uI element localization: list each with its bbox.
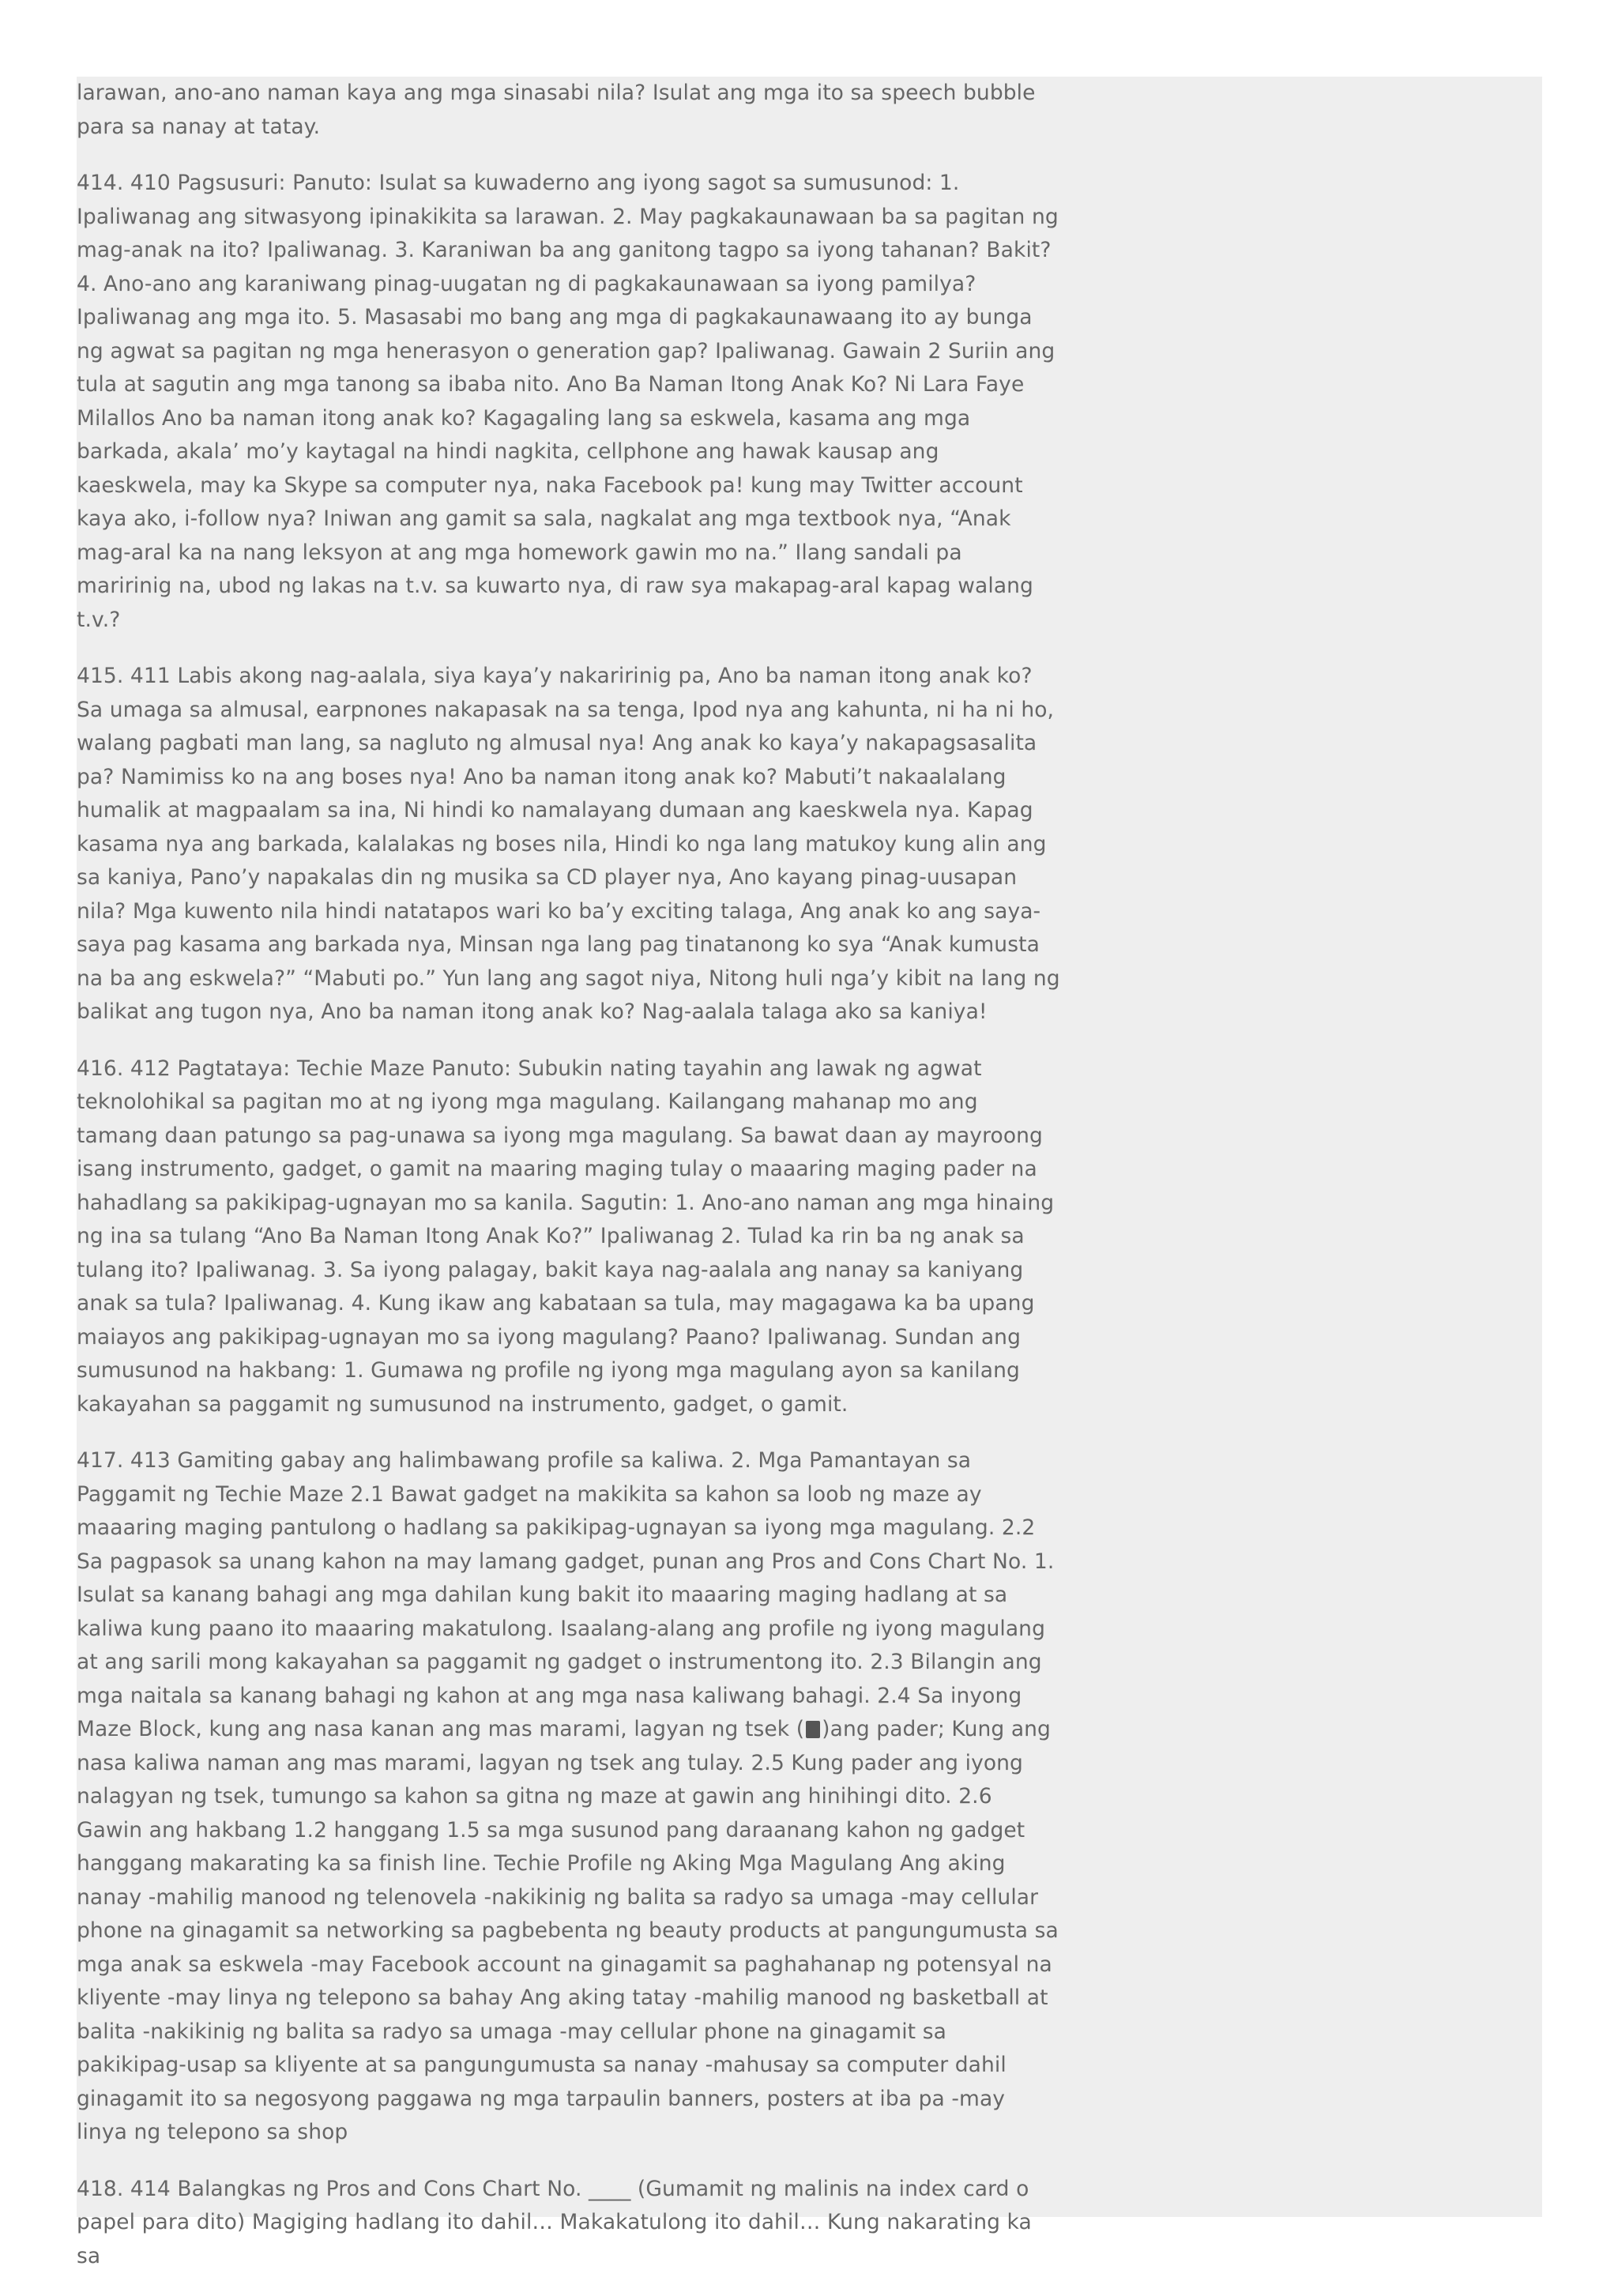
- paragraph-417-text-before-icon: 417. 413 Gamiting gabay ang halimbawang profile sa kaliwa. 2. Mga Pamantayan sa Paggamit ng Techie Maze 2.1 Bawat gadget na makikita sa kahon sa loob ng maze ay maaaring maging pantulong o hadlang sa pakikipag-ugnayan sa iyong mga magulang. 2.2 Sa pagpasok sa unang kahon na may lamang gadget, punan ang Pros and Cons Chart No. 1. Isulat sa kanang bahagi ang mga dahilan kung bakit ito maaaring maging hadlang at sa kaliwa kung paano ito maaaring makatulong. Isaalang-alang ang profile ng iyong magulang at ang sarili mong kakayahan sa paggamit ng gadget o instrumentong ito. 2.3 Bilangin ang mga naitala sa kanang bahagi ng kahon at ang mga nasa kaliwang bahagi. 2.4 Sa inyong Maze Block, kung ang nasa kanan ang mas marami, lagyan ng tsek (: [77, 1448, 1055, 1741]
- paragraph-415-poem-continuation: 415. 411 Labis akong nag-aalala, siya kaya’y nakaririnig pa, Ano ba naman itong anak ko? Sa umaga sa almusal, earpnones nakapasak na sa tenga, Ipod nya ang kahunta, ni ha ni ho, walang pagbati man lang, sa nagluto ng almusal nya! Ang anak ko kaya’y nakapagsasalita pa? Namimiss ko na ang boses nya! Ano ba naman itong anak ko? Mabuti’t nakaalalang humalik at magpaalam sa ina, Ni hindi ko namalayang dumaan ang kaeskwela nya. Kapag kasama nya ang barkada, kalalakas ng boses nila, Hindi ko nga lang matukoy kung alin ang sa kaniya, Pano’y napakalas din ng musika sa CD player nya, Ano kayang pinag-uusapan nila? Mga kuwento nila hindi natatapos wari ko ba’y exciting talaga, Ang anak ko ang saya-saya pag kasama ang barkada nya, Minsan nga lang pag tinatanong ko sya “Anak kumusta na ba ang eskwela?” “Mabuti po.” Yun lang ang sagot niya, Nitong huli nga’y kibit na lang ng balikat ang tugon nya, Ano ba naman itong anak ko? Nag-aalala talaga ako sa kaniya!: [77, 664, 1060, 1024]
- paragraph-414-pagsusuri: 414. 410 Pagsusuri: Panuto: Isulat sa kuwaderno ang iyong sagot sa sumusunod: 1. Ipaliwanag ang sitwasyong ipinakikita sa larawan. 2. May pagkakaunawaan ba sa pagitan ng mag-anak na ito? Ipaliwanag. 3. Karaniwan ba ang ganitong tagpo sa iyong tahanan? Bakit? 4. Ano-ano ang karaniwang pinag-uugatan ng di pagkakaunawaan sa iyong pamilya? Ipaliwanag ang mga ito. 5. Masasabi mo bang ang mga di pagkakaunawaang ito ay bunga ng agwat sa pagitan ng mga henerasyon o generation gap? Ipaliwanag. Gawain 2 Suriin ang tula at sagutin ang mga tanong sa ibaba nito. Ano Ba Naman Itong Anak Ko? Ni Lara Faye Milallos Ano ba naman itong anak ko? Kagagaling lang sa eskwela, kasama ang mga barkada, akala’ mo’y kaytagal na hindi nagkita, cellphone ang hawak kausap ang kaeskwela, may ka Skype sa computer nya, naka Facebook pa! kung may Twitter account kaya ako, i-follow nya? Iniwan ang gamit sa sala, nagkalat ang mga textbook nya, “Anak mag-aral ka na nang leksyon at ang mga homework gawin mo na.” Ilang sandali pa maririnig na, ubod ng lakas na t.v. sa kuwarto nya, di raw sya makapag-aral kapag walang t.v.?: [77, 171, 1059, 632]
- document-text-column: [77, 77, 1060, 2296]
- checkmark-glyph-icon: [806, 1721, 820, 1738]
- paragraph-418-pros-cons-chart: 418. 414 Balangkas ng Pros and Cons Chart No. ____ (Gumamit ng malinis na index card o papel para dito) Magiging hadlang ito dahil… Makakatulong ito dahil… Kung nakarating ka sa: [77, 2176, 1032, 2268]
- paragraph-417-techie-maze-rules: [77, 1444, 1060, 2150]
- paragraph-intro-continuation: larawan, ano-ano naman kaya ang mga sinasabi nila? Isulat ang mga ito sa speech bubble para sa nanay at tatay.: [77, 81, 1036, 139]
- paragraph-417-text-after-icon: )ang pader; Kung ang nasa kaliwa naman ang mas marami, lagyan ng tsek ang tulay. 2.5 Kung pader ang iyong nalagyan ng tsek, tumungo sa kahon sa gitna ng maze at gawin ang hinihingi dito. 2.6 Gawin ang hakbang 1.2 hanggang 1.5 sa mga susunod pang daraanang kahon ng gadget hanggang makarating ka sa finish line. Techie Profile ng Aking Mga Magulang Ang aking nanay -mahilig manood ng telenovela -nakikinig ng balita sa radyo sa umaga -may cellular phone na ginagamit sa networking sa pagbebenta ng beauty products at pangungumusta sa mga anak sa eskwela -may Facebook account na ginagamit sa paghahanap ng potensyal na kliyente -may linya ng telepono sa bahay Ang aking tatay -mahilig manood ng basketball at balita -nakikinig ng balita sa radyo sa umaga -may cellular phone na ginagamit sa pakikipag-usap sa kliyente at sa pangungumusta sa nanay -mahusay sa computer dahil ginagamit ito sa negosyong paggawa ng mga tarpaulin banners, posters at iba pa -may linya ng telepono sa shop: [77, 1717, 1059, 2144]
- document-page-panel: [77, 77, 1542, 2268]
- paragraph-416-pagtataya: 416. 412 Pagtataya: Techie Maze Panuto: Subukin nating tayahin ang lawak ng agwat teknolohikal sa pagitan mo at ng iyong mga magulang. Kailangang mahanap mo ang tamang daan patungo sa pag-unawa sa iyong mga magulang. Sa bawat daan ay mayroong isang instrumento, gadget, o gamit na maaring maging tulay o maaaring maging pader na hahadlang sa pakikipag-ugnayan mo sa kanila. Sagutin: 1. Ano-ano naman ang mga hinaing ng ina sa tulang “Ano Ba Naman Itong Anak Ko?” Ipaliwanag 2. Tulad ka rin ba ng anak sa tulang ito? Ipaliwanag. 3. Sa iyong palagay, bakit kaya nag-aalala ang nanay sa kaniyang anak sa tula? Ipaliwanag. 4. Kung ikaw ang kabataan sa tula, may magagawa ka ba upang maiayos ang pakikipag-ugnayan mo sa iyong magulang? Paano? Ipaliwanag. Sundan ang sumusunod na hakbang: 1. Gumawa ng profile ng iyong mga magulang ayon sa kanilang kakayahan sa paggamit ng sumusunod na instrumento, gadget, o gamit.: [77, 1056, 1055, 1417]
